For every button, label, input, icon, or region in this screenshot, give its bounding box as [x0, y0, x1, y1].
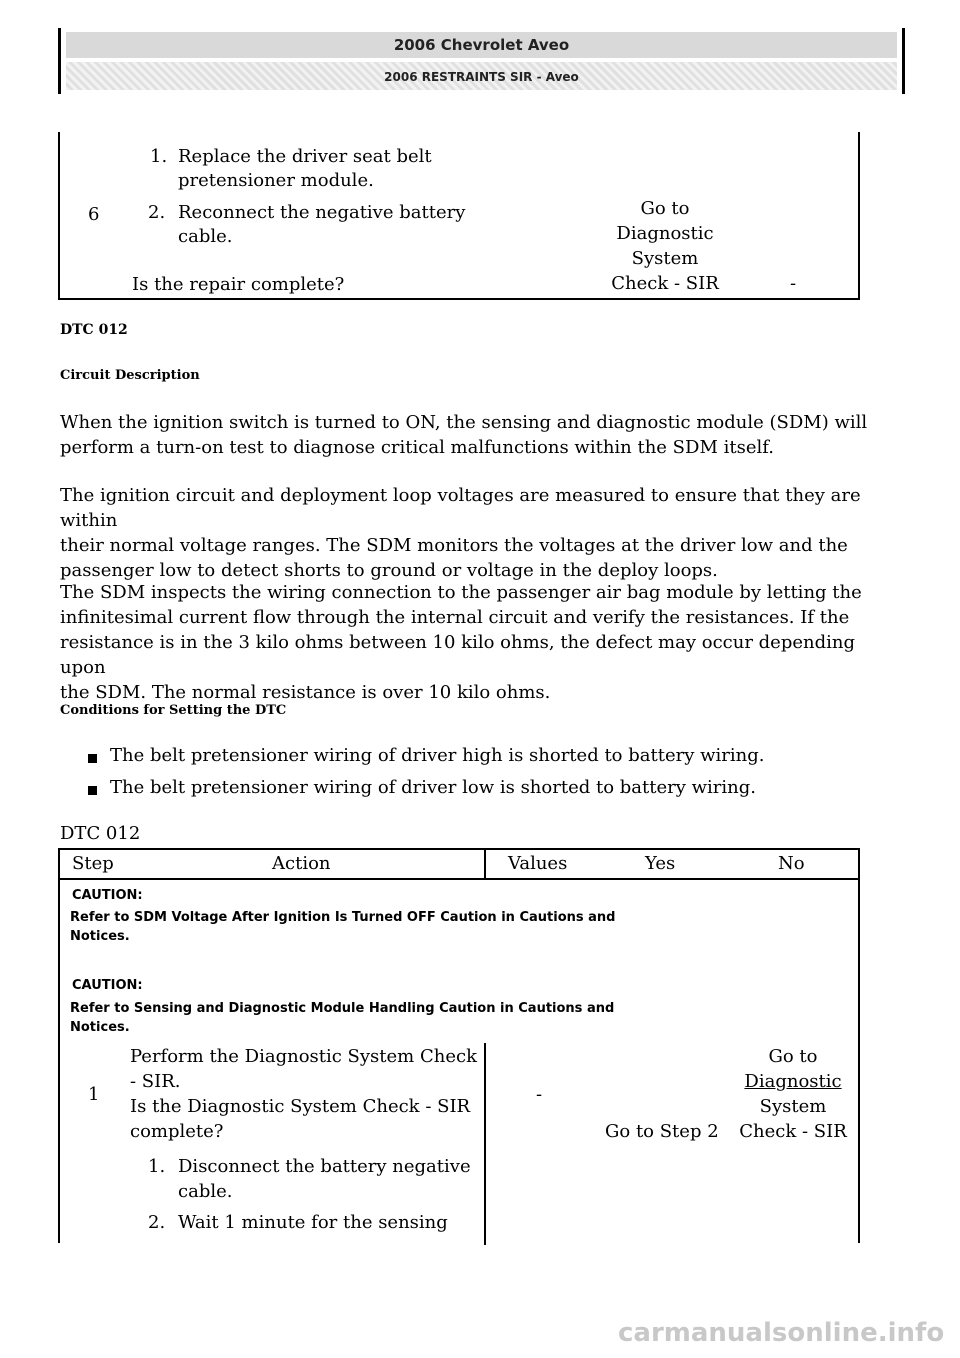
dtc-heading: DTC 012	[60, 322, 128, 338]
action-item-number: 2.	[148, 202, 166, 223]
column-header-action: Action	[272, 853, 331, 874]
paragraph-1	[60, 410, 900, 460]
repair-question: Is the repair complete?	[132, 274, 345, 295]
paragraph-line: perform a turn-on test to diagnose critical malfunctions within the SDM itself.	[60, 437, 774, 458]
no-text: Check - SIR	[739, 1121, 847, 1142]
paragraph-line: the SDM. The normal resistance is over 10 kilo ohms.	[60, 682, 551, 703]
condition-item: The belt pretensioner wiring of driver high is shorted to battery wiring.	[110, 745, 765, 766]
paragraph-3	[60, 580, 900, 705]
no-text: System	[759, 1096, 827, 1117]
column-header-step: Step	[72, 853, 114, 874]
paragraph-2	[60, 483, 900, 583]
diagnostic-link[interactable]	[730, 1071, 856, 1092]
diagnostic-link-text[interactable]: Diagnostic	[744, 1071, 842, 1092]
yes-text: Check - SIR	[611, 273, 719, 294]
action-item-text: Reconnect the negative battery	[178, 202, 466, 223]
top-procedure-table	[58, 132, 860, 300]
action-item-text: pretensioner module.	[178, 170, 374, 191]
document-header	[58, 28, 905, 94]
caution-text: Refer to SDM Voltage After Ignition Is Turned OFF Caution in Cautions and	[70, 910, 616, 925]
document-title: 2006 Chevrolet Aveo	[66, 32, 897, 58]
paragraph-line: When the ignition switch is turned to ON, the sensing and diagnostic module (SDM) will	[60, 412, 868, 433]
action-item-number: 2.	[148, 1212, 166, 1233]
paragraph-line: infinitesimal current flow through the internal circuit and verify the resistances. If the	[60, 607, 850, 628]
column-divider	[484, 1043, 486, 1245]
column-header-yes: Yes	[645, 853, 676, 874]
action-item-text: Replace the driver seat belt	[178, 146, 432, 167]
action-text: - SIR.	[130, 1071, 181, 1092]
action-text: Perform the Diagnostic System Check	[130, 1046, 477, 1067]
paragraph-line: their normal voltage ranges. The SDM monitors the voltages at the driver low and the	[60, 535, 848, 556]
yes-text: Diagnostic	[616, 223, 714, 244]
step-number: 6	[88, 204, 100, 225]
no-text: -	[790, 273, 797, 294]
circuit-description-heading: Circuit Description	[60, 368, 200, 383]
paragraph-line: resistance is in the 3 kilo ohms between 10 kilo ohms, the defect may occur depending upon	[60, 632, 855, 678]
dtc-table	[58, 848, 860, 1243]
action-item-text: cable.	[178, 226, 233, 247]
bullet-icon	[88, 754, 97, 763]
action-item-text: cable.	[178, 1181, 233, 1202]
paragraph-line: The ignition circuit and deployment loop voltages are measured to ensure that they are within	[60, 485, 861, 531]
column-divider	[484, 850, 486, 878]
caution-text: Refer to Sensing and Diagnostic Module Handling Caution in Cautions and	[70, 1001, 615, 1016]
caution-label: CAUTION:	[72, 888, 143, 903]
step-number: 1	[88, 1084, 100, 1105]
yes-text: System	[631, 248, 699, 269]
header-divider	[60, 878, 858, 880]
document-subtitle: 2006 RESTRAINTS SIR - Aveo	[66, 62, 897, 90]
action-item-text: Wait 1 minute for the sensing	[178, 1212, 448, 1233]
condition-item: The belt pretensioner wiring of driver low is shorted to battery wiring.	[110, 777, 756, 798]
table-title: DTC 012	[60, 823, 141, 844]
caution-label: CAUTION:	[72, 978, 143, 993]
caution-text: Notices.	[70, 1020, 130, 1035]
yes-text: Go to	[640, 198, 690, 219]
action-text: complete?	[130, 1121, 224, 1142]
column-header-no: No	[778, 853, 805, 874]
conditions-heading: Conditions for Setting the DTC	[60, 703, 287, 718]
action-text: Is the Diagnostic System Check - SIR	[130, 1096, 471, 1117]
column-header-values: Values	[508, 853, 568, 874]
values-text: -	[536, 1084, 543, 1105]
go-to-step-link[interactable]: Go to Step 2	[605, 1121, 719, 1142]
paragraph-line: The SDM inspects the wiring connection to the passenger air bag module by letting the	[60, 582, 862, 603]
action-item-text: Disconnect the battery negative	[178, 1156, 471, 1177]
action-item-number: 1.	[150, 146, 168, 167]
caution-text: Notices.	[70, 929, 130, 944]
footer-watermark: carmanualsonline.info	[618, 1318, 945, 1348]
bullet-icon	[88, 786, 97, 795]
paragraph-line: passenger low to detect shorts to ground or voltage in the deploy loops.	[60, 560, 718, 581]
no-text: Go to	[768, 1046, 818, 1067]
action-item-number: 1.	[148, 1156, 166, 1177]
